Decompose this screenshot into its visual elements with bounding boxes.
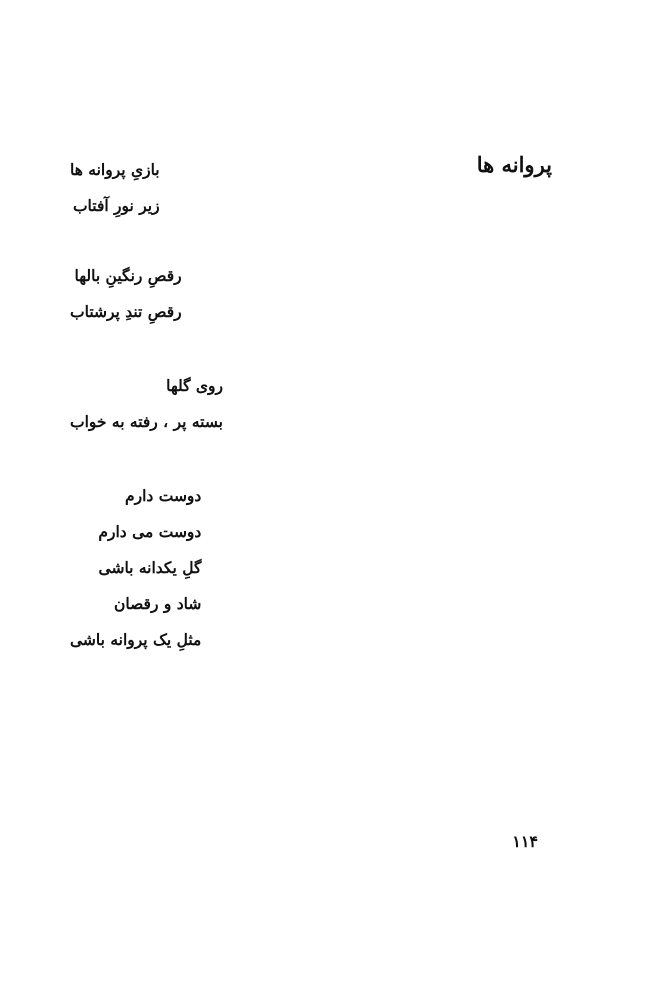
poem-line: رقصِ رنگینِ بالها [74,266,182,285]
poem-line: روی گلها [166,376,223,395]
stanza-4 [70,478,201,658]
poem-line: زیر نورِ آفتاب [72,196,160,215]
poem-line: شاد و رقصان [113,594,202,613]
poem-line: بازیِ پروانه ها [70,160,160,179]
poem-line: مثلِ یک پروانه باشی [70,630,202,649]
poem-line: بسته پر ، رفته به خواب [70,412,223,431]
poem-title: پروانه ها [476,152,552,177]
page-number: ۱۱۴ [512,832,538,851]
poem-line: رقصِ تندِ پرشتاب [70,302,182,321]
poem-line: گلِ یکدانه باشی [98,558,202,577]
stanza-1 [70,152,160,224]
stanza-3 [70,368,223,440]
stanza-2 [70,258,182,330]
poem-line: دوست دارم [125,486,202,505]
poem-line: دوست می دارم [98,522,202,541]
